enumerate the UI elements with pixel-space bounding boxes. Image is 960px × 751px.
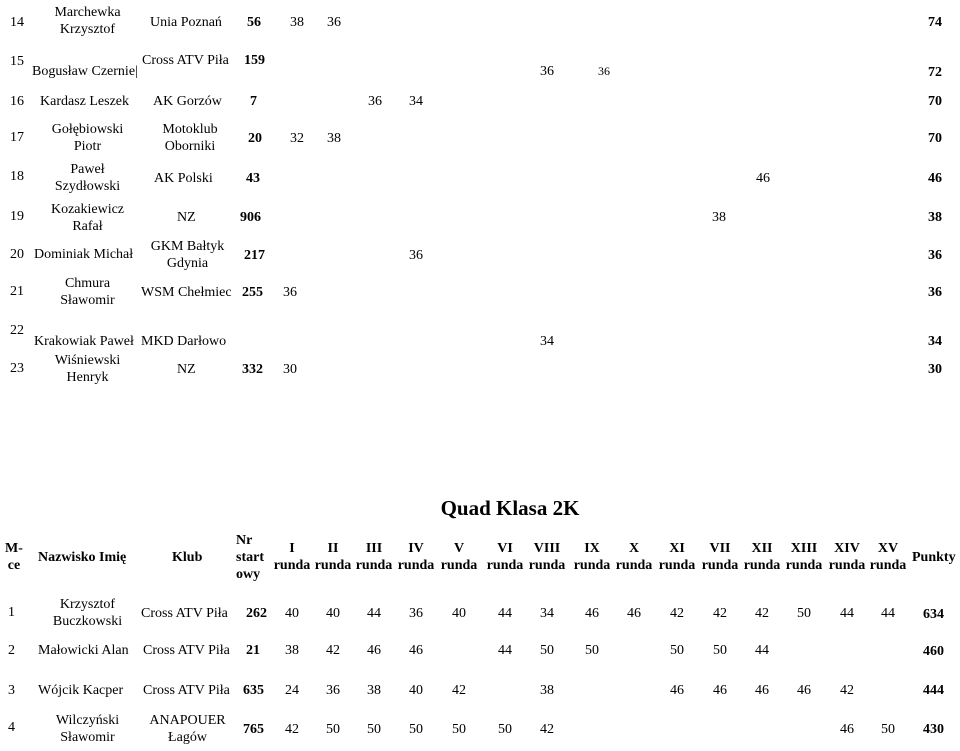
round-cell: 44 <box>367 606 381 621</box>
points-cell: 36 <box>928 285 942 300</box>
header-round-3 <box>352 540 396 574</box>
round-cell: 50 <box>498 722 512 737</box>
round-cell: 38 <box>367 683 381 698</box>
name-cell: Wójcik Kacper <box>38 683 124 698</box>
club-cell: GKM Bałtyk Gdynia <box>150 239 225 271</box>
round-cell: 46 <box>713 683 727 698</box>
round-cell: 50 <box>713 643 727 658</box>
name-cell: Krakowiak Paweł <box>34 334 134 349</box>
points-cell: 30 <box>928 362 942 377</box>
header-round-2 <box>311 540 355 574</box>
round-cell: 46 <box>755 683 769 698</box>
round-cell: 46 <box>367 643 381 658</box>
club-cell: Cross ATV Piła <box>142 53 229 68</box>
header-round-word: runda <box>869 558 907 573</box>
header-round-word: runda <box>355 558 393 573</box>
header-round-word: runda <box>615 558 653 573</box>
header-round-word: runda <box>658 558 696 573</box>
name-cell: Wilczyński Sławomir <box>55 713 120 745</box>
place-cell: 18 <box>10 169 24 184</box>
start-number-cell: 21 <box>246 643 260 658</box>
place-cell: 20 <box>10 247 24 262</box>
round-cell: 44 <box>840 606 854 621</box>
round-cell: 50 <box>540 643 554 658</box>
header-start-number: Nr start owy <box>236 533 264 582</box>
header-points: Punkty <box>912 550 956 565</box>
header-round-numeral: I <box>289 541 295 556</box>
start-number-cell: 217 <box>244 248 265 263</box>
round-cell: 46 <box>670 683 684 698</box>
place-cell: 17 <box>10 130 24 145</box>
header-round-numeral: XI <box>669 541 685 556</box>
header-round-10 <box>655 540 699 574</box>
name-cell: Krzysztof Buczkowski <box>52 597 123 629</box>
header-round-8 <box>570 540 614 574</box>
round-cell: 46 <box>627 606 641 621</box>
header-round-word: runda <box>528 558 566 573</box>
club-cell: ANAPOUER Łagów <box>149 713 226 745</box>
start-number-cell: 159 <box>244 53 265 68</box>
points-cell: 634 <box>923 607 944 622</box>
start-number-cell: 765 <box>243 722 264 737</box>
round-cell: 50 <box>585 643 599 658</box>
club-cell: Cross ATV Piła <box>143 683 230 698</box>
round-cell: 34 <box>540 334 554 349</box>
start-number-cell: 262 <box>246 606 267 621</box>
round-cell: 46 <box>756 171 770 186</box>
start-number-cell: 7 <box>250 94 257 109</box>
points-cell: 430 <box>923 722 944 737</box>
header-round-7 <box>525 540 569 574</box>
section-title: Quad Klasa 2K <box>440 496 580 520</box>
place-cell: 4 <box>8 720 15 735</box>
place-cell: 2 <box>8 643 15 658</box>
start-number-cell: 20 <box>248 131 262 146</box>
header-round-numeral: XIV <box>834 541 860 556</box>
header-round-numeral: II <box>327 541 339 556</box>
header-round-numeral: VII <box>709 541 731 556</box>
round-cell: 42 <box>326 643 340 658</box>
round-cell: 46 <box>797 683 811 698</box>
club-cell: NZ <box>177 362 196 377</box>
header-round-word: runda <box>785 558 823 573</box>
header-club: Klub <box>172 550 203 565</box>
header-round-11 <box>698 540 742 574</box>
round-cell: 36 <box>598 64 610 78</box>
club-cell: Cross ATV Piła <box>143 643 230 658</box>
round-cell: 44 <box>498 643 512 658</box>
round-cell: 36 <box>283 285 297 300</box>
name-cell: Bogusław Czernie| <box>32 64 138 79</box>
header-round-numeral: XIII <box>790 541 818 556</box>
start-number-cell: 56 <box>247 15 261 30</box>
header-round-word: runda <box>486 558 524 573</box>
start-number-cell: 906 <box>240 210 261 225</box>
header-round-numeral: III <box>365 541 383 556</box>
name-cell: Gołębiowski Piotr <box>51 122 124 154</box>
header-round-12 <box>740 540 784 574</box>
name-cell: Marchewka Krzysztof <box>54 5 121 37</box>
round-cell: 42 <box>755 606 769 621</box>
round-cell: 40 <box>326 606 340 621</box>
round-cell: 32 <box>290 131 304 146</box>
round-cell: 36 <box>409 248 423 263</box>
place-cell: 16 <box>10 94 24 109</box>
round-cell: 50 <box>367 722 381 737</box>
points-cell: 38 <box>928 210 942 225</box>
place-cell: 3 <box>8 683 15 698</box>
round-cell: 42 <box>540 722 554 737</box>
round-cell: 36 <box>540 64 554 79</box>
round-cell: 34 <box>540 606 554 621</box>
round-cell: 34 <box>409 94 423 109</box>
club-cell: MKD Darłowo <box>141 334 227 349</box>
round-cell: 38 <box>540 683 554 698</box>
round-cell: 38 <box>290 15 304 30</box>
round-cell: 44 <box>881 606 895 621</box>
round-cell: 40 <box>452 606 466 621</box>
header-round-numeral: V <box>453 541 465 556</box>
club-cell: Cross ATV Piła <box>141 606 228 621</box>
name-cell: Kardasz Leszek <box>40 94 130 109</box>
round-cell: 38 <box>712 210 726 225</box>
round-cell: 50 <box>409 722 423 737</box>
club-cell: WSM Chełmiec <box>141 285 232 300</box>
round-cell: 42 <box>670 606 684 621</box>
round-cell: 30 <box>283 362 297 377</box>
header-name: Nazwisko Imię <box>38 550 127 565</box>
points-cell: 36 <box>928 248 942 263</box>
header-round-word: runda <box>743 558 781 573</box>
round-cell: 46 <box>409 643 423 658</box>
round-cell: 40 <box>409 683 423 698</box>
name-cell: Kozakiewicz Rafał <box>50 202 125 234</box>
header-round-numeral: VI <box>497 541 513 556</box>
round-cell: 50 <box>326 722 340 737</box>
header-round-5 <box>437 540 481 574</box>
round-cell: 36 <box>326 683 340 698</box>
place-cell: 19 <box>10 209 24 224</box>
round-cell: 36 <box>327 15 341 30</box>
name-cell: Paweł Szydłowski <box>54 162 121 194</box>
header-round-word: runda <box>440 558 478 573</box>
points-cell: 74 <box>928 15 942 30</box>
round-cell: 46 <box>585 606 599 621</box>
header-round-6 <box>483 540 527 574</box>
round-cell: 40 <box>285 606 299 621</box>
points-cell: 460 <box>923 644 944 659</box>
points-cell: 72 <box>928 65 942 80</box>
header-round-15 <box>866 540 910 574</box>
points-cell: 70 <box>928 94 942 109</box>
place-cell: 23 <box>10 361 24 376</box>
place-cell: 14 <box>10 15 24 30</box>
place-cell: 1 <box>8 605 15 620</box>
round-cell: 44 <box>498 606 512 621</box>
header-round-numeral: XII <box>751 541 773 556</box>
start-number-cell: 255 <box>242 285 263 300</box>
header-round-word: runda <box>314 558 352 573</box>
round-cell: 50 <box>797 606 811 621</box>
club-cell: Unia Poznań <box>150 15 222 30</box>
round-cell: 50 <box>452 722 466 737</box>
header-round-1 <box>270 540 314 574</box>
round-cell: 36 <box>368 94 382 109</box>
header-place: M-ce <box>5 541 23 573</box>
points-cell: 46 <box>928 171 942 186</box>
header-round-word: runda <box>273 558 311 573</box>
place-cell: 21 <box>10 284 24 299</box>
round-cell: 44 <box>755 643 769 658</box>
header-round-word: runda <box>828 558 866 573</box>
name-cell: Dominiak Michał <box>34 247 134 262</box>
club-cell: Motoklub Oborniki <box>162 122 218 154</box>
name-cell: Wiśniewski Henryk <box>54 353 121 385</box>
header-round-9 <box>612 540 656 574</box>
name-cell: Chmura Sławomir <box>60 276 115 308</box>
header-round-numeral: IX <box>584 541 600 556</box>
round-cell: 50 <box>670 643 684 658</box>
round-cell: 50 <box>881 722 895 737</box>
header-round-word: runda <box>701 558 739 573</box>
header-round-numeral: XV <box>877 541 899 556</box>
round-cell: 46 <box>840 722 854 737</box>
header-round-word: runda <box>397 558 435 573</box>
header-round-numeral: VIII <box>533 541 561 556</box>
club-cell: AK Gorzów <box>153 94 222 109</box>
club-cell: NZ <box>177 210 196 225</box>
name-cell: Małowicki Alan <box>38 643 129 658</box>
header-round-numeral: X <box>628 541 640 556</box>
round-cell: 42 <box>452 683 466 698</box>
club-cell: AK Polski <box>154 171 213 186</box>
round-cell: 42 <box>840 683 854 698</box>
start-number-cell: 332 <box>242 362 263 377</box>
header-round-word: runda <box>573 558 611 573</box>
round-cell: 36 <box>409 606 423 621</box>
start-number-cell: 43 <box>246 171 260 186</box>
points-cell: 70 <box>928 131 942 146</box>
header-round-4 <box>394 540 438 574</box>
header-round-numeral: IV <box>408 541 424 556</box>
header-round-13 <box>782 540 826 574</box>
round-cell: 38 <box>327 131 341 146</box>
round-cell: 38 <box>285 643 299 658</box>
header-round-14 <box>825 540 869 574</box>
round-cell: 42 <box>713 606 727 621</box>
points-cell: 34 <box>928 334 942 349</box>
points-cell: 444 <box>923 683 944 698</box>
round-cell: 24 <box>285 683 299 698</box>
place-cell: 22 <box>10 323 24 338</box>
start-number-cell: 635 <box>243 683 264 698</box>
place-cell: 15 <box>10 54 24 69</box>
round-cell: 42 <box>285 722 299 737</box>
